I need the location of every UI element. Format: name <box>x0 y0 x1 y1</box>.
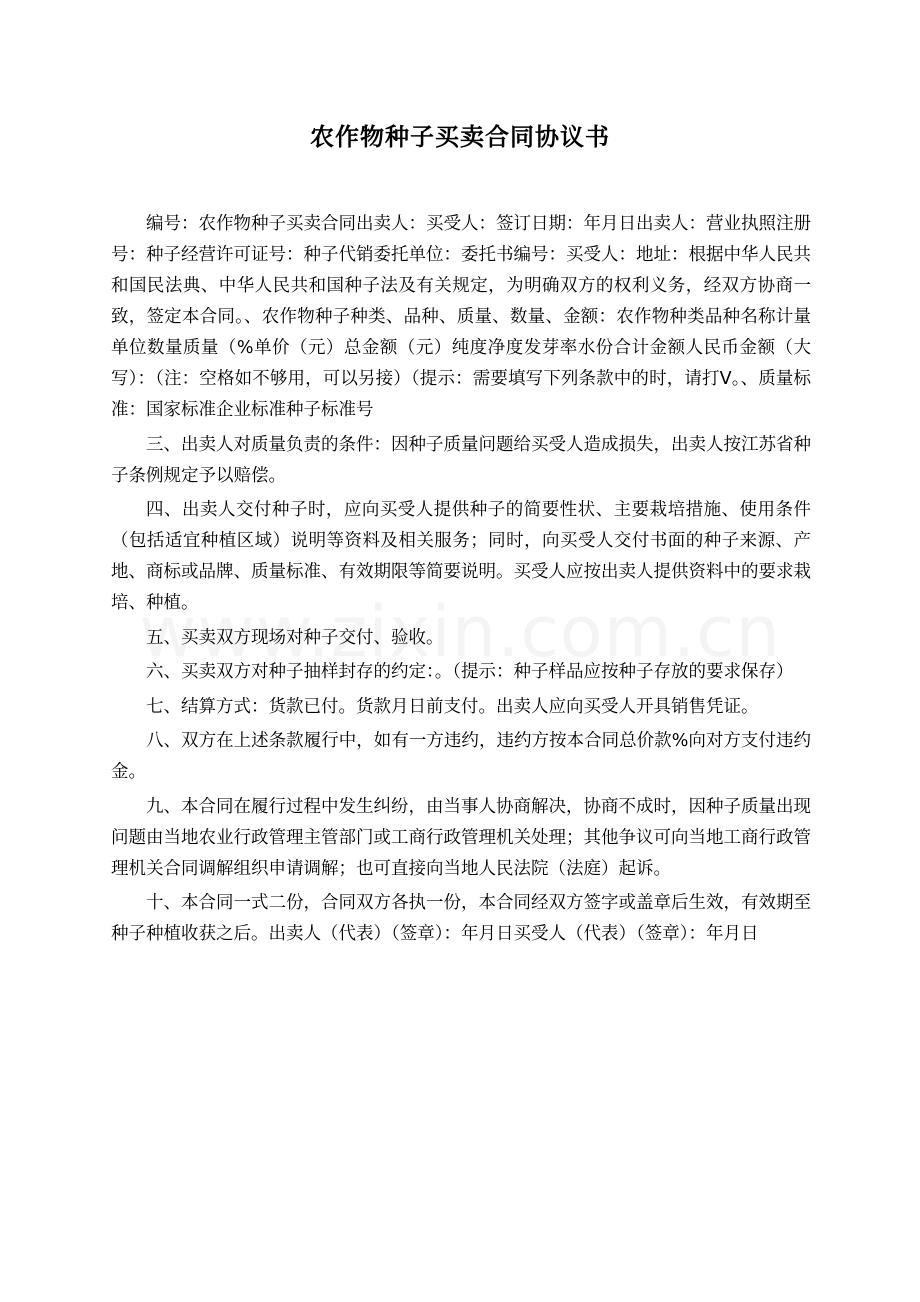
paragraph-clause-10: 十、本合同一式二份，合同双方各执一份，本合同经双方签字或盖章后生效，有效期至种子种植收获之后。出卖人（代表）（签章）：年月日买受人（代表）（签章）：年月日 <box>111 893 811 944</box>
document-body <box>111 209 811 954</box>
paragraph-clause-7: 七、结算方式：货款已付。货款月日前支付。出卖人应向买受人开具销售凭证。 <box>146 696 759 717</box>
paragraph-preamble: 编号：农作物种子买卖合同出卖人：买受人：签订日期：年月日出卖人：营业执照注册号：种子经营许可证号：种子代销委托单位：委托书编号：买受人：地址：根据中华人民共和国民法典、中华人民共和国种子法及有关规定，为明确双方的权利义务，经双方协商一致，签定本合同。、农作物种子种类、品种、质量、数量、金额：农作物种类品种名称计量单位数量质量（%单价（元）总金额（元）纯度净度发芽率水份合计金额人民币金额（大写）：（注：空格如不够用，可以另接）（提示：需要填写下列条款中的时，请打V。、质量标准：国家标准企业标准种子标准号 <box>111 214 811 420</box>
paragraph-clause-8: 八、双方在上述条款履行中，如有一方违约，违约方按本合同总价款%向对方支付违约金。 <box>111 731 811 782</box>
paragraph-clause-4: 四、出卖人交付种子时，应向买受人提供种子的简要性状、主要栽培措施、使用条件（包括适宜种植区域）说明等资料及相关服务；同时，向买受人交付书面的种子来源、产地、商标或品牌、质量标准、有效期限等简要说明。买受人应按出卖人提供资料中的要求栽培、种植。 <box>111 500 811 613</box>
paragraph-clause-6: 六、买卖双方对种子抽样封存的约定：。（提示：种子样品应按种子存放的要求保存） <box>146 662 794 682</box>
paragraph-clause-5: 五、买卖双方现场对种子交付、验收。 <box>146 627 444 648</box>
paragraph-clause-3: 三、出卖人对质量负责的条件：因种子质量问题给买受人造成损失，出卖人按江苏省种子条例规定予以赔偿。 <box>111 434 811 486</box>
paragraph-clause-9: 九、本合同在履行过程中发生纠纷，由当事人协商解决，协商不成时，因种子质量出现问题由当地农业行政管理主管部门或工商行政管理机关处理；其他争议可向当地工商行政管理机关合同调解组织申请调解；也可直接向当地人民法院（法庭）起诉。 <box>111 796 811 879</box>
document-title: 农作物种子买卖合同协议书 <box>310 123 610 151</box>
